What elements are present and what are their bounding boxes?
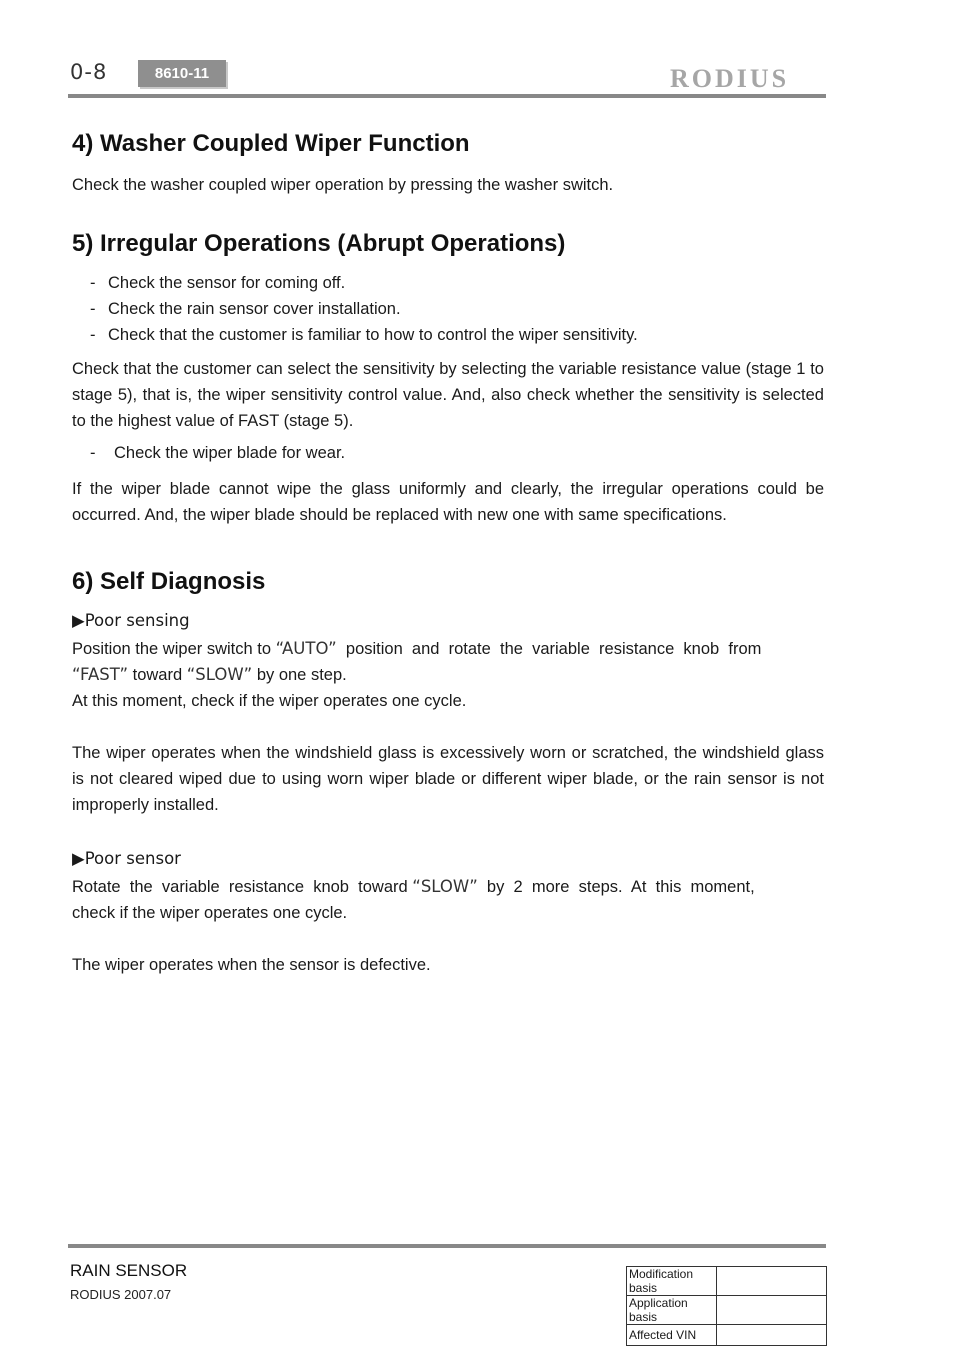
section-6-title: 6) Self Diagnosis [72,568,266,595]
revision-table [626,1266,827,1346]
table-cell-label: Modification basis [627,1267,717,1296]
table-cell-label: Application basis [627,1296,717,1325]
table-cell-label: Affected VIN [627,1325,717,1346]
poor-sensing-line-1: Position the wiper switch to “AUTO” position and rotate the variable resistance knob from [72,639,762,658]
section-5-bullets [72,270,824,348]
poor-sensing-line-3: At this moment, check if the wiper operates one cycle. [72,692,467,710]
list-item: - Check the wiper blade for wear. [90,444,346,462]
section-5-paragraph: Check that the customer can select the sensitivity by selecting the variable resistance value (stage 1 to stage 5), that is, the wiper sensitivity control value. And, also check whether the sensitivity is selected to the highest value of FAST (stage 5). [72,360,824,430]
poor-sensing-line-2: “FAST” toward “SLOW” by one step. [72,665,347,684]
table-row [627,1296,827,1325]
section-4-title: 4) Washer Coupled Wiper Function [72,130,470,157]
footer-title: RAIN SENSOR [70,1261,188,1280]
section-5-paragraph-2: If the wiper blade cannot wipe the glass uniformly and clearly, the irregular operations could be occurred. And, the wiper blade should be replaced with new one with same specifications. [72,480,824,524]
page-number: 0-8 [70,60,108,84]
poor-sensor-paragraph: The wiper operates when the sensor is defective. [72,956,431,974]
section-5-wear-bullet [72,440,824,466]
section-5-title: 5) Irregular Operations (Abrupt Operations) [72,230,566,257]
list-item: - Check the sensor for coming off. [90,274,346,292]
main-content [72,130,824,978]
table-cell-value [717,1325,827,1346]
poor-sensor-line-1: Rotate the variable resistance knob toward “SLOW” by 2 more steps. At this moment, [72,877,755,896]
list-item: - Check the rain sensor cover installation. [90,300,401,318]
poor-sensing-heading: ▶Poor sensing [72,611,190,630]
table-cell-value [717,1296,827,1325]
list-item: - Check that the customer is familiar to how to control the wiper sensitivity. [90,326,638,344]
poor-sensor-heading: ▶Poor sensor [72,849,181,868]
table-cell-value [717,1267,827,1296]
poor-sensing-paragraph: The wiper operates when the windshield glass is excessively worn or scratched, the windshield glass is not cleared wiped due to using worn wiper blade or different wiper blade, or the rain sensor is not improperly installed. [72,744,824,814]
footer-divider [68,1244,826,1248]
doc-code-badge: 8610-11 [138,60,226,87]
table-row [627,1267,827,1296]
table-row [627,1325,827,1346]
header-divider [68,94,826,98]
poor-sensor-line-2: check if the wiper operates one cycle. [72,904,348,922]
brand-logo: RODIUS [670,64,790,93]
section-4-body: Check the washer coupled wiper operation by pressing the washer switch. [72,176,614,194]
footer-subtitle: RODIUS 2007.07 [70,1287,172,1302]
